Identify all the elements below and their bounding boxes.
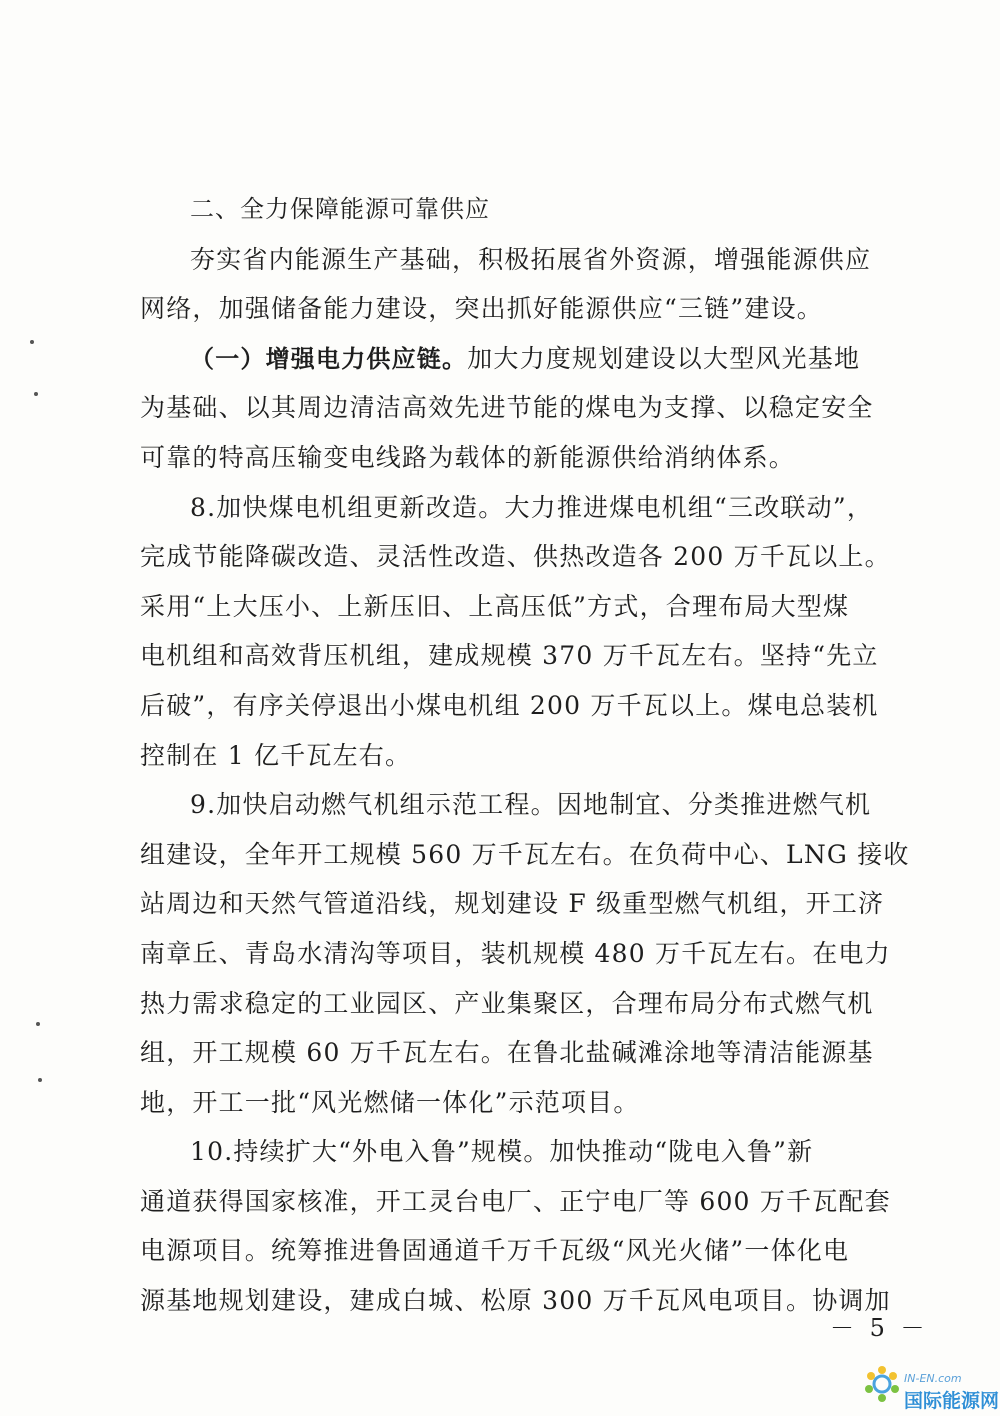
paragraph-line: 通道获得国家核准，开工灵台电厂、正宁电厂等 600 万千瓦配套 [140,1186,891,1216]
paragraph-line: 源基地规划建设，建成白城、松原 300 万千瓦风电项目。协调加 [140,1286,891,1316]
paragraph-line: 可靠的特高压输变电线路为载体的新能源供给消纳体系。 [140,442,796,472]
scan-speck [36,1022,40,1026]
paragraph-line: 采用“上大压小、上新压旧、上高压低”方式，合理布局大型煤 [140,591,850,621]
paragraph-line: 电源项目。统筹推进鲁固通道千万千瓦级“风光火储”一体化电 [140,1236,850,1266]
paragraph-line: 组，开工规模 60 万千瓦左右。在鲁北盐碱滩涂地等清洁能源基 [140,1038,874,1068]
scan-speck [34,392,38,396]
sunflower-icon [862,1362,902,1406]
watermark-logo [862,1362,1000,1416]
paragraph-line: 组建设，全年开工规模 560 万千瓦左右。在负荷中心、LNG 接收 [140,839,910,869]
paragraph-line: 为基础、以其周边清洁高效先进节能的煤电为支撑、以稳定安全 [140,393,874,423]
document-body [140,185,910,1326]
paragraph-line: 站周边和天然气管道沿线，规划建设 F 级重型燃气机组，开工济 [140,889,885,919]
paragraph-line: 夯实省内能源生产基础，积极拓展省外资源，增强能源供应 [190,244,872,274]
paragraph-line: 控制在 1 亿千瓦左右。 [140,740,412,770]
paragraph-line: 网络，加强储备能力建设，突出抓好能源供应“三链”建设。 [140,294,823,324]
paragraph-line: 后破”，有序关停退出小煤电机组 200 万千瓦以上。煤电总装机 [140,690,879,720]
subsection-heading: （一）增强电力供应链。 [190,344,468,373]
paragraph-line: 南章丘、青岛水清沟等项目，装机规模 480 万千瓦左右。在电力 [140,938,891,968]
paragraph-line: 完成节能降碳改造、灵活性改造、供热改造各 200 万千瓦以上。 [140,542,891,572]
watermark-english: IN-EN.com [904,1372,962,1385]
paragraph-line: 地，开工一批“风光燃储一体化”示范项目。 [140,1087,640,1117]
paragraph-line: 10.持续扩大“外电入鲁”规模。加快推动“陇电入鲁”新 [190,1137,814,1167]
paragraph-line [140,334,890,384]
page-number: － 5 － [830,1314,929,1342]
paragraph-line: 热力需求稳定的工业园区、产业集聚区，合理布局分布式燃气机 [140,988,874,1018]
section-heading: 二、全力保障能源可靠供应 [190,195,490,223]
scan-speck [30,340,34,344]
scan-speck [38,1078,42,1082]
paragraph-text: 加大力度规划建设以大型风光基地 [467,343,861,373]
watermark-chinese: 国际能源网 [904,1390,1000,1412]
paragraph-line: 9.加快启动燃气机组示范工程。因地制宜、分类推进燃气机 [190,790,872,820]
paragraph-line: 电机组和高效背压机组，建成规模 370 万千瓦左右。坚持“先立 [140,641,879,671]
paragraph-line: 8.加快煤电机组更新改造。大力推进煤电机组“三改联动”， [190,492,874,522]
